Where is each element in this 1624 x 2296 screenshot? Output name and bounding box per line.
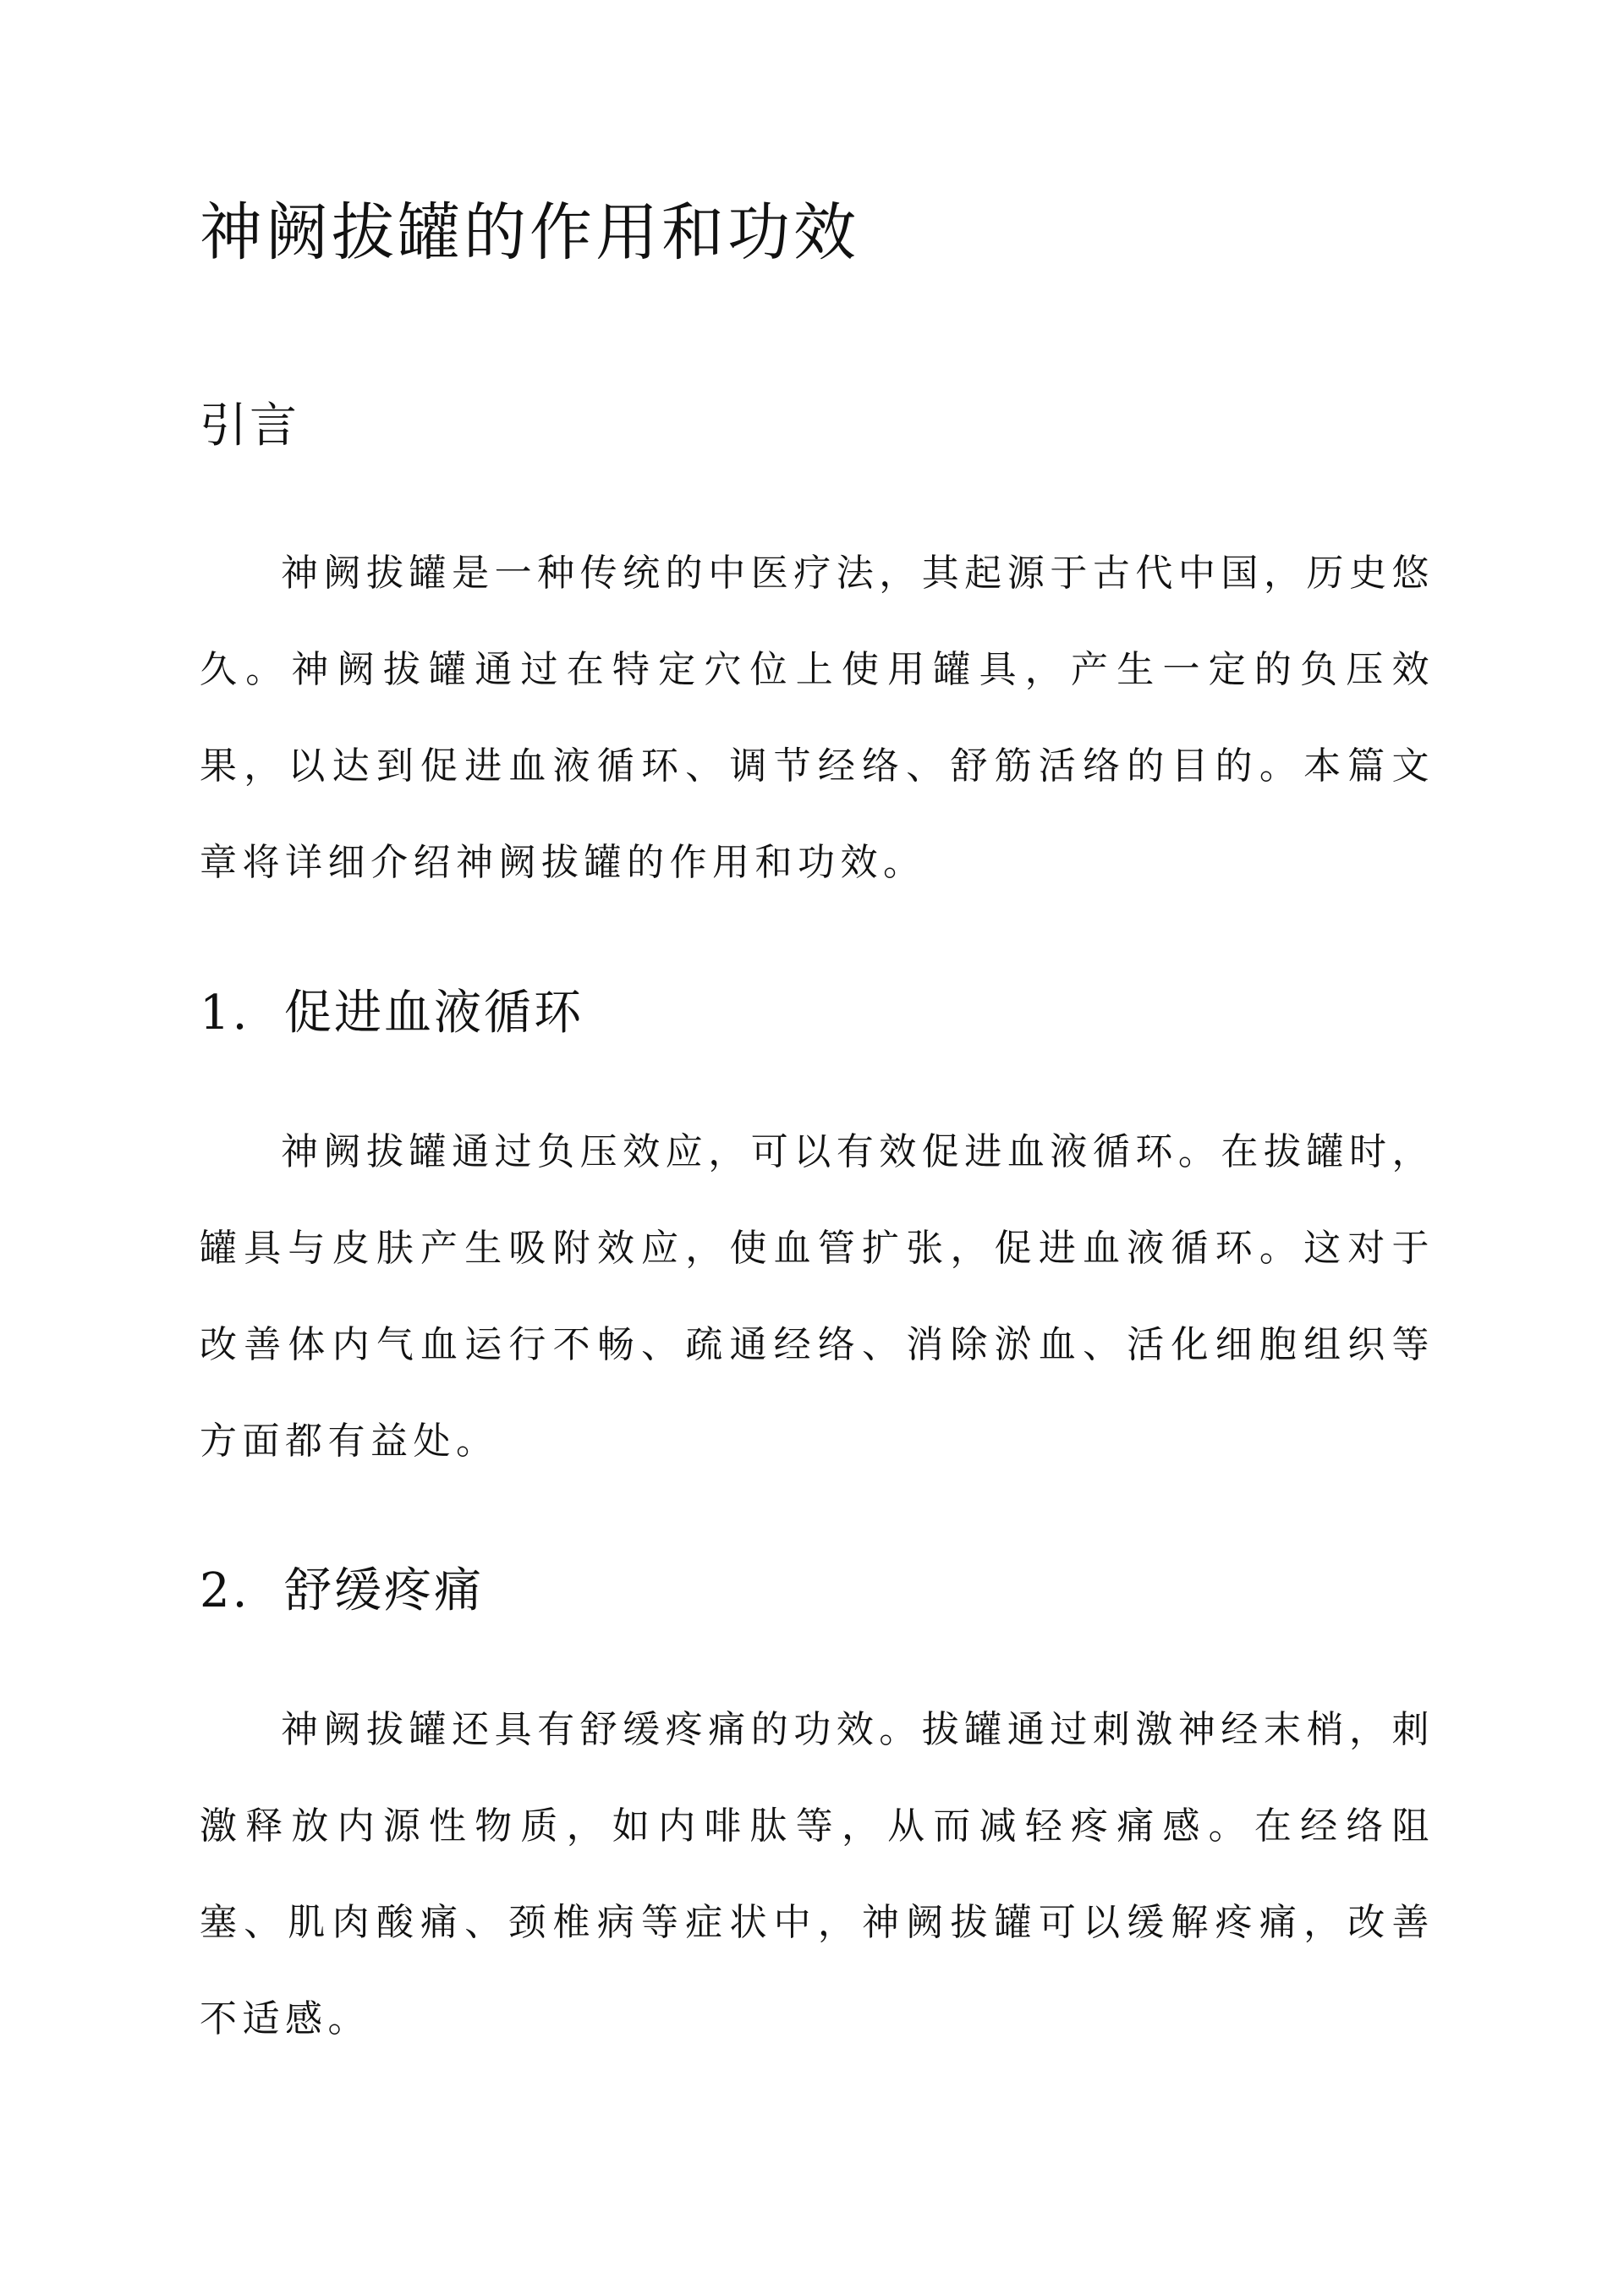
document-title: 神阙拔罐的作用和功效 (200, 196, 859, 269)
section-paragraph-blood-circulation: 神阙拔罐通过负压效应，可以有效促进血液循环。在拔罐时，罐具与皮肤产生吸附效应，使血管扩张，促进血液循环。这对于改善体内气血运行不畅、疏通经络、消除淤血、活化细胞组织等方面都有益处。 (200, 1130, 1435, 1463)
section-heading-pain-relief (200, 1563, 484, 1618)
section-heading-intro (200, 398, 299, 453)
section-number: 2. (200, 1563, 250, 1618)
section-heading-text: 促进血液循环 (284, 986, 584, 1041)
section-heading-blood-circulation (200, 986, 584, 1041)
section-number: 1. (200, 986, 250, 1041)
section-paragraph-pain-relief: 神阙拔罐还具有舒缓疼痛的功效。拔罐通过刺激神经末梢，刺激释放内源性物质，如内啡肽等，从而减轻疼痛感。在经络阻塞、肌肉酸痛、颈椎病等症状中，神阙拔罐可以缓解疼痛，改善不适感。 (200, 1708, 1435, 2041)
section-paragraph-intro: 神阙拔罐是一种传统的中医疗法，其起源于古代中国，历史悠久。神阙拔罐通过在特定穴位上使用罐具，产生一定的负压效果，以达到促进血液循环、调节经络、舒筋活络的目的。本篇文章将详细介绍神阙拔罐的作用和功效。 (200, 552, 1435, 884)
section-heading-text: 引言 (200, 398, 299, 453)
section-heading-text: 舒缓疼痛 (284, 1563, 484, 1618)
